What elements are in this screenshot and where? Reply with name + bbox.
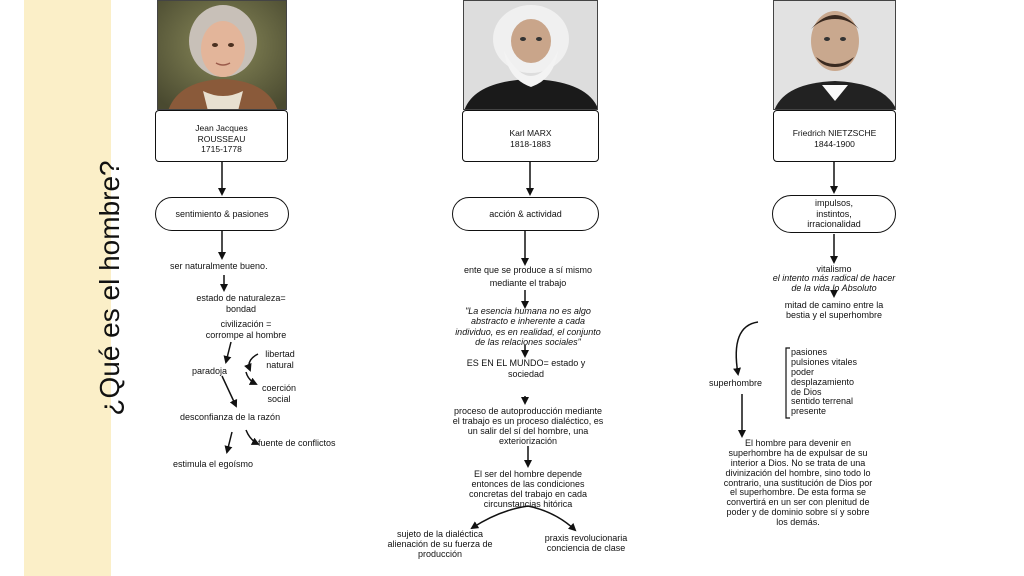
- marx-text-praxis: [530, 533, 642, 553]
- arrow: [226, 342, 231, 362]
- list-item: desplazamiento: [791, 376, 855, 387]
- list-item: pasiones: [791, 347, 828, 357]
- rousseau-years: 1715-1778: [201, 144, 242, 155]
- line: contrario, una sustitución de Dios por: [723, 477, 873, 488]
- line: coerción: [261, 383, 297, 393]
- marx-text-ente: ente que se produce a sí mismo: [463, 265, 593, 275]
- line: sociedad: [507, 368, 545, 379]
- line: alienación de su fuerza de: [387, 539, 493, 550]
- marx-text-trabajo: mediante el trabajo: [489, 278, 567, 288]
- line: libertad: [265, 349, 295, 359]
- line: concretas del trabajo en cada: [468, 489, 588, 500]
- nietzsche-text-intento: [740, 273, 928, 294]
- list-item: sentido terrenal: [791, 396, 854, 407]
- line: exteriorización: [498, 436, 558, 447]
- line: natural: [266, 359, 294, 370]
- nietzsche-years: 1844-1900: [814, 139, 855, 149]
- line: circunstancias hitórica: [483, 499, 573, 510]
- line: abstracto e inherente a cada: [470, 316, 586, 327]
- arrow: [736, 322, 758, 374]
- line: social: [267, 393, 291, 404]
- marx-years: 1818-1883: [510, 139, 551, 149]
- line: "La esencia humana no es algo: [465, 306, 591, 316]
- arrow: [227, 432, 232, 452]
- arrow: [246, 430, 258, 444]
- list-item: presente: [791, 406, 827, 417]
- line: los demás.: [776, 517, 820, 528]
- line: praxis revolucionaria: [544, 533, 628, 543]
- arrow: [246, 372, 256, 384]
- list-item: poder: [791, 366, 815, 377]
- nietzsche-name: Friedrich NIETZSCHE: [792, 128, 877, 139]
- line: el trabajo es un proceso dialéctico, es: [452, 416, 604, 427]
- nietzsche-text-mitad: [760, 300, 908, 321]
- line: un salir del sí del hombre, una: [467, 426, 589, 437]
- rousseau-surname: ROUSSEAU: [197, 133, 246, 144]
- rousseau-text-civilizacion: [196, 319, 296, 341]
- rousseau-text-desconfianza: desconfianza de la razón: [180, 412, 281, 422]
- line: convertirá en un ser con plenitud de: [726, 497, 870, 508]
- line: estado de naturaleza=: [196, 293, 286, 303]
- rousseau-text-libertad: [258, 349, 302, 371]
- marx-name: Karl MARX: [509, 128, 552, 139]
- line: de las relaciones sociales": [475, 337, 581, 348]
- nietzsche-oval-line: instintos,: [816, 208, 852, 219]
- line: ES EN EL MUNDO= estado y: [466, 358, 586, 368]
- line: conciencia de clase: [546, 543, 626, 554]
- marx-text-proceso: [428, 406, 628, 446]
- line: de la vida lo Absoluto: [791, 283, 877, 294]
- rousseau-first-name: Jean Jacques: [195, 123, 248, 134]
- line: producción: [417, 549, 463, 560]
- marx-text-sujeto: [370, 529, 510, 559]
- line: mitad de camino entre la: [784, 300, 884, 310]
- rousseau-text-egoismo: estimula el egoísmo: [173, 459, 254, 469]
- list-item: de Dios: [791, 386, 822, 397]
- rousseau-text-paradoja: paradoja: [192, 366, 228, 376]
- rousseau-text-bueno: ser naturalmente bueno.: [170, 261, 268, 271]
- arrow: [249, 354, 258, 370]
- line: bondad: [225, 303, 257, 314]
- rousseau-text-naturaleza: [178, 293, 304, 315]
- slide-title: ¿Qué es el hombre?: [94, 160, 125, 416]
- line: sujeto de la dialéctica: [396, 529, 484, 539]
- rousseau-oval-label: sentimiento & pasiones: [175, 208, 269, 219]
- nietzsche-oval-line: impulsos,: [814, 198, 853, 209]
- line: superhombre ha de expulsar de su: [728, 447, 868, 458]
- arrow: [528, 506, 575, 530]
- line: entonces de las condiciones: [471, 479, 585, 490]
- marx-text-ser: [440, 469, 616, 509]
- line: interior a Dios. No se trata de una: [730, 457, 866, 468]
- line: El ser del hombre depende: [473, 469, 583, 479]
- line: proceso de autoproducción mediante: [453, 406, 603, 416]
- nietzsche-list: [791, 348, 857, 417]
- line: bestia y el superhombre: [785, 310, 883, 321]
- arrow: [222, 376, 236, 406]
- marx-oval-label: acción & actividad: [489, 208, 562, 219]
- nietzsche-text-superhombre: superhombre: [709, 378, 763, 388]
- nietzsche-oval-line: irracionalidad: [807, 219, 861, 230]
- rousseau-text-coercion: [256, 383, 302, 405]
- line: el intento más radical de hacer: [772, 273, 896, 283]
- nietzsche-text-vitalismo: vitalismo: [816, 264, 852, 274]
- rousseau-text-fuente: fuente de conflictos: [258, 438, 336, 448]
- line: civilización =: [220, 319, 272, 329]
- list-item: pulsiones vitales: [791, 356, 858, 367]
- nietzsche-text-final: [700, 439, 896, 528]
- line: poder y de dominio sobre sí y sobre: [726, 507, 870, 518]
- list-bracket: [786, 348, 790, 418]
- line: corrompe al hombre: [205, 329, 287, 340]
- marx-text-mundo: [446, 358, 606, 380]
- line: El hombre para devenir en: [744, 438, 852, 448]
- line: divinización del hombre, sino todo lo: [725, 467, 871, 478]
- line: el superhombre. De esta forma se: [729, 487, 867, 498]
- line: individuo, es en realidad, el conjunto: [455, 326, 601, 337]
- marx-quote: [430, 306, 626, 347]
